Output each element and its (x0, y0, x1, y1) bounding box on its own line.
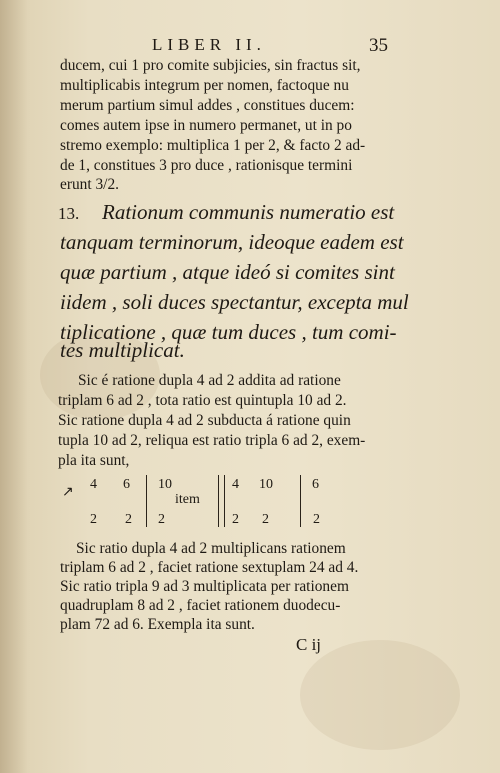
text-line: quadruplam 8 ad 2 , faciet rationem duodecu- (60, 597, 341, 614)
text-line: de 1, constitues 3 pro duce , rationisque termini (60, 157, 353, 174)
table-cell: 2 (262, 512, 269, 527)
text-line: stremo exemplo: multiplica 1 per 2, & facto 2 ad- (60, 137, 366, 154)
italic-line: tiplicatione , quæ tum duces , tum comi- (60, 320, 397, 344)
running-title: LIBER II. (152, 35, 266, 54)
table-cell: 2 (158, 512, 165, 527)
table-cell: 6 (312, 477, 319, 492)
table-divider (218, 475, 219, 527)
table-divider (224, 475, 225, 527)
text-line: multiplicabis integrum per nomen, factoque nu (60, 77, 349, 94)
table-cell: 2 (232, 512, 239, 527)
text-line: tupla 10 ad 2, reliqua est ratio tripla 6 ad 2, exem- (58, 432, 366, 449)
text-line: ducem, cui 1 pro comite subjicies, sin fractus sit, (60, 57, 361, 74)
text-line: Sic é ratione dupla 4 ad 2 addita ad ratione (78, 372, 341, 389)
page-spine-shadow (0, 0, 28, 773)
table-cell: 10 (158, 477, 172, 492)
italic-line: tanquam terminorum, ideoque eadem est (60, 230, 404, 254)
text-line: triplam 6 ad 2 , faciet ratione sextuplam 24 ad 4. (60, 559, 359, 576)
text-line: triplam 6 ad 2 , tota ratio est quintupla 10 ad 2. (58, 392, 347, 409)
table-cell: 10 (259, 477, 273, 492)
text-line: Sic ratione dupla 4 ad 2 subducta á ratione quin (58, 412, 351, 429)
table-cell: 2 (125, 512, 132, 527)
text-line: erunt 3/2. (60, 176, 119, 193)
text-line: Sic ratio dupla 4 ad 2 multiplicans rationem (76, 540, 346, 557)
text-line: plam 72 ad 6. Exempla ita sunt. (60, 616, 255, 633)
signature-mark: C ij (296, 635, 322, 654)
table-cell: 6 (123, 477, 130, 492)
table-cell: 4 (90, 477, 97, 492)
page-number: 35 (369, 35, 388, 56)
italic-line: quæ partium , atque ideó si comites sint (60, 260, 395, 284)
text-line: pla ita sunt, (58, 452, 130, 469)
italic-line: iidem , soli duces spectantur, excepta mul (60, 290, 409, 314)
table-cell: 4 (232, 477, 239, 492)
pointer-mark: ↗ (62, 485, 74, 500)
table-divider (300, 475, 301, 527)
table-divider (146, 475, 147, 527)
italic-line: tes multiplicat. (60, 338, 185, 362)
table-cell: 2 (313, 512, 320, 527)
paper-stain (300, 640, 460, 750)
text-line: Sic ratio tripla 9 ad 3 multiplicata per rationem (60, 578, 349, 595)
text-line: merum partium simul addes , constitues ducem: (60, 97, 355, 114)
section-number: 13. (58, 204, 80, 223)
text-line: comes autem ipse in numero permanet, ut in po (60, 117, 352, 134)
table-cell: 2 (90, 512, 97, 527)
italic-line: Rationum communis numeratio est (102, 200, 395, 224)
table-cell-item: item (175, 492, 200, 507)
